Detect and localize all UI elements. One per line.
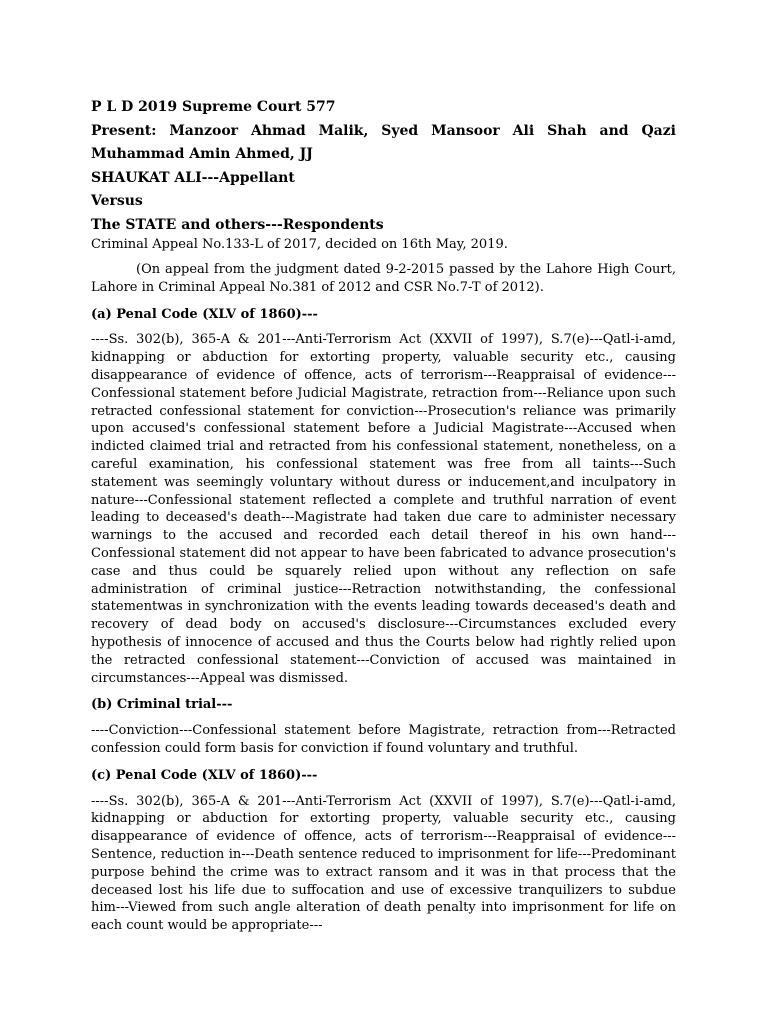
appeal-info: Criminal Appeal No.133-L of 2017, decided on 16th May, 2019.	[91, 236, 508, 252]
section-heading-c: (c) Penal Code (XLV of 1860)---	[91, 767, 318, 783]
section-text-c: ----Ss. 302(b), 365-A & 201---Anti-Terrorism Act (XXVII of 1997), S.7(e)---Qatl-i-amd, kidnapping or abduction for extorting property, valuable security etc., causing disappearance of evidence of offence, acts of terrorism---Reappraisal of evidence---Sentence, reduction in---Death sentence reduced to imprisonment for life---Predominant purpose behind the crime was to extract ransom and it was in that process that the deceased lost his life due to suffocation and use of excessive tranquilizers to subdue him---Viewed from such angle alteration of death penalty into imprisonment for life on each count would be appropriate---	[91, 793, 676, 934]
section-text-b: ----Conviction---Confessional statement before Magistrate, retraction from---Retracted confession could form basis for conviction if found voluntary and truthful.	[91, 723, 676, 756]
section-heading-a: (a) Penal Code (XLV of 1860)---	[91, 306, 318, 322]
section-heading-b: (b) Criminal trial---	[91, 697, 233, 713]
appellant: SHAUKAT ALI---Appellant	[91, 169, 295, 186]
bench: Present: Manzoor Ahmad Malik, Syed Mansoor Ali Shah and Qazi Muhammad Amin Ahmed, JJ	[91, 122, 676, 162]
section-text-a: ----Ss. 302(b), 365-A & 201---Anti-Terrorism Act (XXVII of 1997), S.7(e)---Qatl-i-amd, kidnapping or abduction for extorting property, valuable security etc., causing disappearance of evidence of offence, acts of terrorism---Reappraisal of evidence---Confessional statement before Judicial Magistrate, retraction from---Reliance upon such retracted confessional statement for conviction---Prosecution's reliance was primarily upon accused's confessional statement before a Judicial Magistrate---Accused when indicted claimed trial and retracted from his confessional statement, nonetheless, on a careful examination, his confessional statement was free from all taints---Such statement was seemingly voluntary without duress or inducement,and inculpatory in nature---Confessional statement reflected a complete and truthful narration of event leading to deceased's death---Magistrate had taken due care to administer necessary warnings to the accused and recorded each detail thereof in his own hand---Confessional statement did not appear to have been fabricated to advance prosecution's case and thus could be squarely relied upon without any reflection on safe administration of criminal justice---Retraction notwithstanding, the confessional statementwas in synchronization with the events leading towards deceased's death and recovery of dead body on accused's disclosure---Circumstances excluded every hypothesis of innocence of accused and thus the Courts below had rightly relied upon the retracted confessional statement---Conviction of accused was maintained in circumstances---Appeal was dismissed.	[91, 332, 676, 686]
respondents: The STATE and others---Respondents	[91, 216, 384, 233]
on-appeal-paragraph: (On appeal from the judgment dated 9-2-2015 passed by the Lahore High Court, Lahore in Criminal Appeal No.381 of 2012 and CSR No.7-T of 2012).	[91, 262, 676, 295]
versus: Versus	[91, 193, 143, 209]
document-page	[91, 96, 676, 935]
citation: P L D 2019 Supreme Court 577	[91, 99, 336, 115]
